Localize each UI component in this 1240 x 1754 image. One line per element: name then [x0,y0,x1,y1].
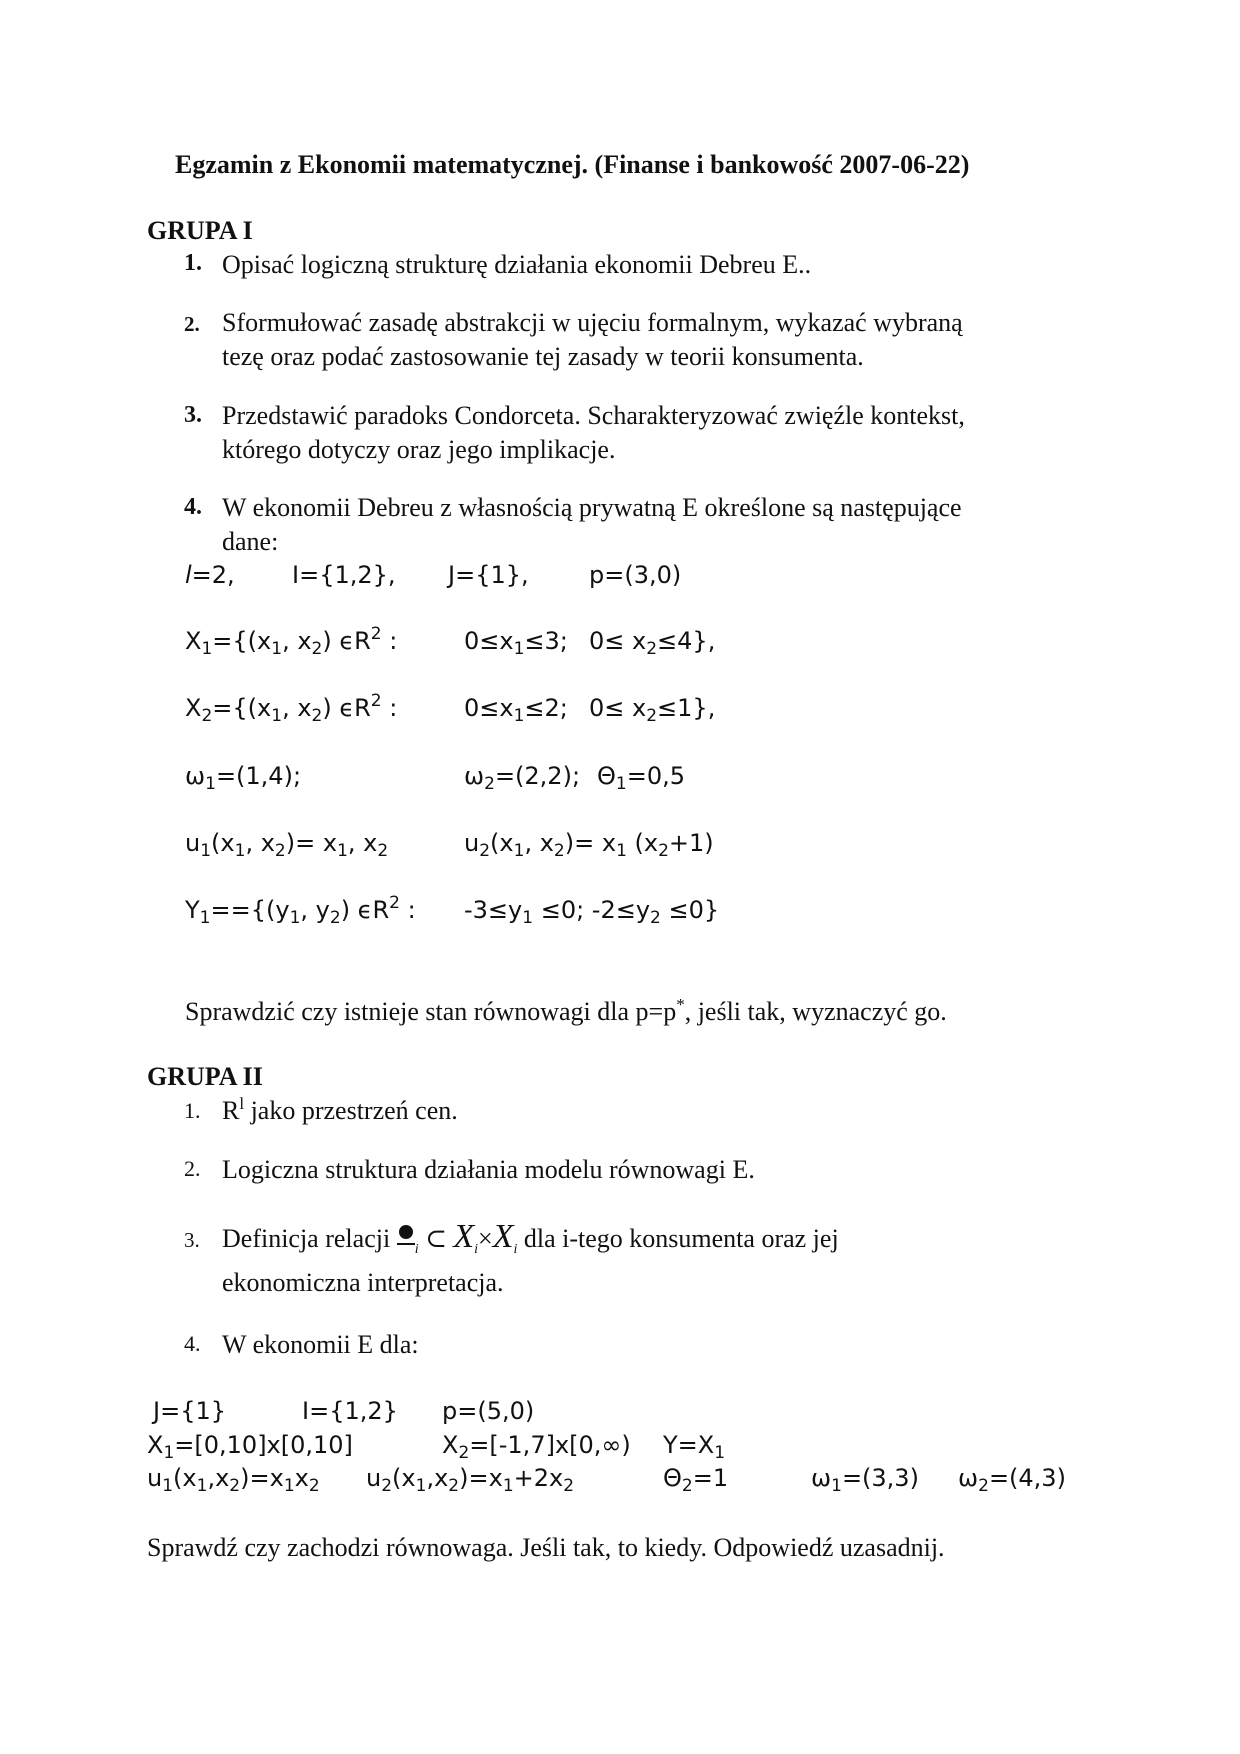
group-2-heading: GRUPA II [147,1062,263,1091]
g1-q1-text: Opisać logiczną strukturę działania ekonomii Debreu E.. [222,250,812,279]
g1-x2-cond2: $0\le x_2\le 1$}, [589,694,716,726]
g2-q3-line2: ekonomiczna interpretacja. [222,1268,504,1297]
g1-q4-line2: dane: [222,527,279,556]
g2-q3-number: 3. [184,1228,200,1252]
group-1-heading: GRUPA I [147,216,253,245]
g2-x2: $X_2=[-1,7]x[0,\infty)$ [442,1431,631,1463]
g2-q4-number: 4. [184,1331,201,1356]
g2-theta2: $\Theta_2=1$ [663,1464,729,1496]
g1-x1-cond2: $0\le x_2\le 4$}, [589,627,716,659]
g2-y: $Y=X_1$ [663,1431,726,1463]
g1-x1-cond1: $0\le x_1\le 3$; [464,627,568,659]
exam-title: Egzamin z Ekonomii matematycznej. (Finanse i bankowość 2007-06-22) [175,150,970,179]
g2-q2-number: 2. [184,1156,201,1181]
g1-y1-set: $Y_1==\{(y_1$, $y_2$) $\epsilon R^2$ : [185,893,416,928]
g2-omega2: $\omega_2=(4,3)$ [958,1464,1066,1496]
g1-q2-line2: tezę oraz podać zastosowanie tej zasady w teorii konsumenta. [222,342,864,371]
g1-utility-u2: $u_2(x_1$, $x_2)= x_1$ $(x_2+1)$ [464,829,714,861]
g1-l-value: l=2, [185,561,235,589]
g1-utility-u1: $u_1(x_1$, $x_2)= x_1$, $x_2$ [185,829,389,861]
g1-x1-set: $X_1=\{(x_1$, $x_2$) $\epsilon R^2$ : [185,624,398,659]
g1-q3-line2: którego dotyczy oraz jego implikacje. [222,435,616,464]
g1-set-i: I={1,2}, [292,561,396,589]
g2-price: p=(5,0) [442,1397,535,1425]
g2-set-i: I={1,2} [302,1397,398,1425]
g1-price: p=(3,0) [589,561,682,589]
g2-q1-text: $R^l$ jako przestrzeń cen. [222,1094,458,1125]
g2-utility-u1: $u_1(x_1,x_2)=x_1x_2$ [147,1464,320,1496]
g2-q1-number: 1. [184,1098,201,1123]
g1-set-j: J={1}, [448,561,529,589]
g2-set-j: J={1} [153,1397,226,1425]
preference-relation-symbol [397,1223,415,1249]
g1-q4-number: 4. [184,494,202,520]
g1-q3-number: 3. [184,402,202,428]
g2-x1: $X_1=[0,10]x[0,10]$ [147,1431,353,1463]
g1-omega1: $\omega_1=(1,4)$; [185,762,302,794]
g1-check-statement: Sprawdzić czy istnieje stan równowagi dla p=p*, jeśli tak, wyznaczyć go. [185,995,947,1026]
g1-q2-line1: Sformułować zasadę abstrakcji w ujęciu formalnym, wykazać wybraną [222,308,963,337]
g1-y1-cond: $-3\le y_1 \le 0$; $-2\le y_2 \le 0$} [464,896,720,928]
g1-q3-line1: Przedstawić paradoks Condorceta. Scharakteryzować zwięźle kontekst, [222,401,965,430]
g2-utility-u2: $u_2(x_1,x_2)=x_1+2x_2$ [366,1464,575,1496]
g1-omega2: $\omega_2=(2,2)$; [464,762,581,794]
g1-x2-cond1: $0\le x_1\le 2$; [464,694,568,726]
g1-x2-set: $X_2=\{(x_1$, $x_2$) $\epsilon R^2$ : [185,691,398,726]
g2-check-statement: Sprawdź czy zachodzi równowaga. Jeśli tak, to kiedy. Odpowiedź uzasadnij. [147,1533,945,1562]
g2-q4-text: W ekonomii E dla: [222,1330,419,1359]
g1-q1-number: 1. [184,250,202,276]
g1-q4-line1: W ekonomii Debreu z własnością prywatną E określone są następujące [222,493,962,522]
g1-q2-number: 2. [184,312,200,336]
g2-q2-text: Logiczna struktura działania modelu równowagi E. [222,1155,755,1184]
g2-omega1: $\omega_1=(3,3)$ [811,1464,919,1496]
g2-q3-line1: Definicja relacji $_i$ ⊂ $X_i\times X_i$ dla i-tego konsumenta oraz jej [222,1218,839,1257]
g1-theta1: $\Theta_1=0,5$ [597,762,685,794]
